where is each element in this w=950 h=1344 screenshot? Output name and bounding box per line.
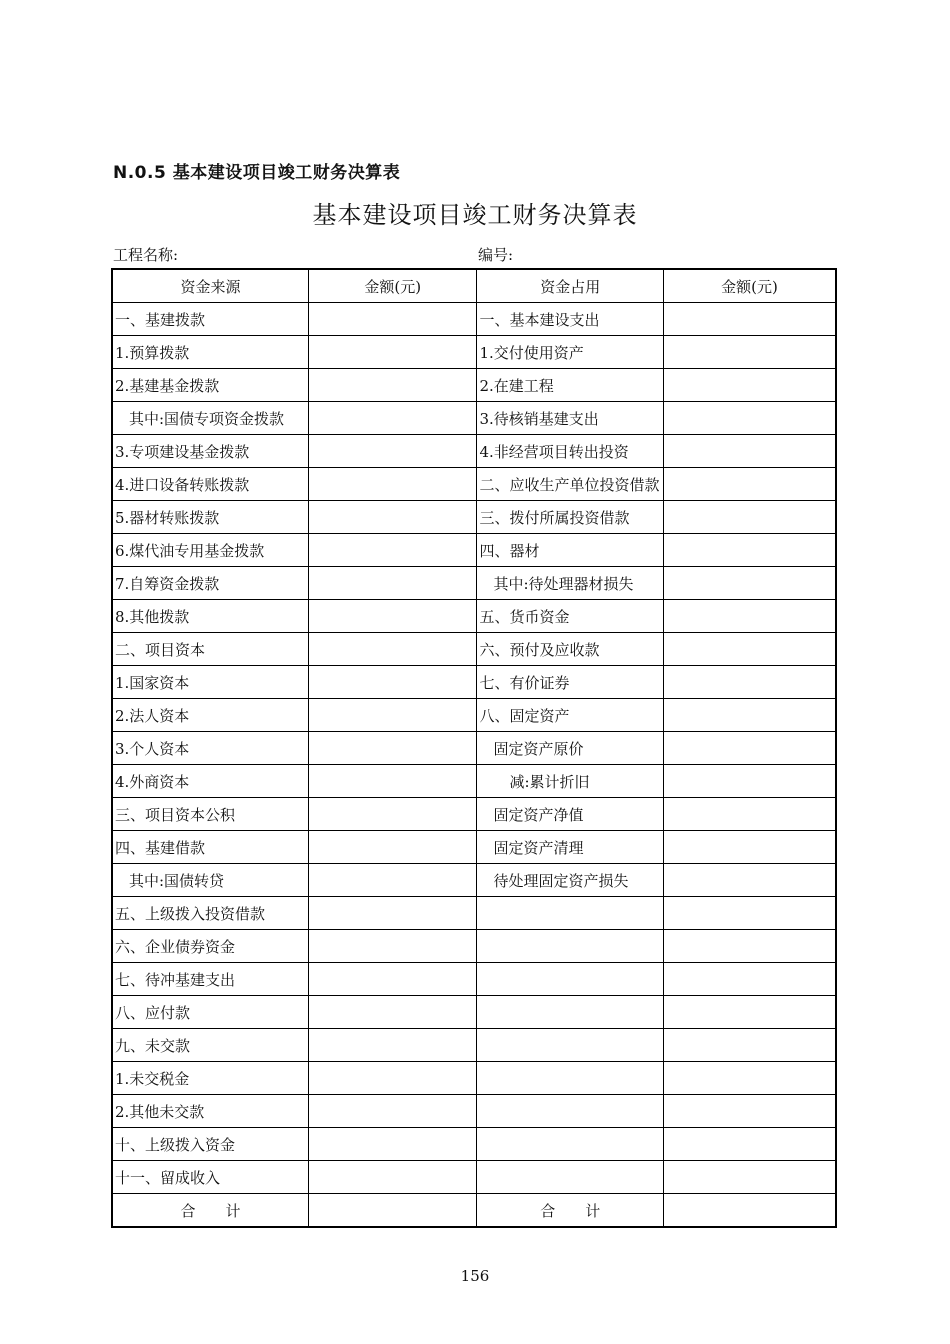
total-row bbox=[112, 1194, 836, 1228]
fund-use-cell: 一、基本建设支出 bbox=[477, 303, 664, 336]
fund-use-cell: 减:累计折旧 bbox=[477, 765, 664, 798]
table-row bbox=[112, 1095, 836, 1128]
table-row bbox=[112, 567, 836, 600]
fund-source-cell: 五、上级拨入投资借款 bbox=[112, 897, 309, 930]
fund-use-cell: 三、拨付所属投资借款 bbox=[477, 501, 664, 534]
amount-cell[interactable] bbox=[663, 369, 836, 402]
table-row bbox=[112, 1161, 836, 1194]
amount-cell[interactable] bbox=[663, 798, 836, 831]
fund-source-cell: 四、基建借款 bbox=[112, 831, 309, 864]
amount-cell[interactable] bbox=[309, 435, 477, 468]
amount-cell[interactable] bbox=[309, 369, 477, 402]
fund-source-cell: 三、项目资本公积 bbox=[112, 798, 309, 831]
amount-cell[interactable] bbox=[663, 1128, 836, 1161]
fund-source-cell: 十一、留成收入 bbox=[112, 1161, 309, 1194]
amount-cell[interactable] bbox=[309, 501, 477, 534]
table-row bbox=[112, 1062, 836, 1095]
fund-use-cell: 3.待核销基建支出 bbox=[477, 402, 664, 435]
fund-use-cell: 待处理固定资产损失 bbox=[477, 864, 664, 897]
amount-cell[interactable] bbox=[309, 831, 477, 864]
table-header-row bbox=[112, 269, 836, 303]
table-row bbox=[112, 798, 836, 831]
header-fund-source: 资金来源 bbox=[112, 269, 309, 303]
fund-use-cell: 八、固定资产 bbox=[477, 699, 664, 732]
table-row bbox=[112, 534, 836, 567]
fund-source-cell: 八、应付款 bbox=[112, 996, 309, 1029]
fund-use-cell: 固定资产净值 bbox=[477, 798, 664, 831]
fund-use-cell: 2.在建工程 bbox=[477, 369, 664, 402]
table-row bbox=[112, 1029, 836, 1062]
fund-source-cell: 5.器材转账拨款 bbox=[112, 501, 309, 534]
table-row bbox=[112, 963, 836, 996]
fund-source-cell: 1.预算拨款 bbox=[112, 336, 309, 369]
fund-use-cell: 六、预付及应收款 bbox=[477, 633, 664, 666]
amount-cell[interactable] bbox=[663, 963, 836, 996]
amount-cell[interactable] bbox=[663, 996, 836, 1029]
table-row bbox=[112, 468, 836, 501]
project-name-label: 工程名称: bbox=[113, 246, 179, 264]
total-label-use: 合 计 bbox=[477, 1194, 664, 1228]
amount-cell[interactable] bbox=[663, 699, 836, 732]
amount-cell[interactable] bbox=[309, 996, 477, 1029]
table-row bbox=[112, 1128, 836, 1161]
amount-cell[interactable] bbox=[309, 699, 477, 732]
amount-cell[interactable] bbox=[663, 1029, 836, 1062]
fund-use-cell bbox=[477, 1029, 664, 1062]
amount-cell[interactable] bbox=[663, 435, 836, 468]
fund-source-cell: 其中:国债专项资金拨款 bbox=[112, 402, 309, 435]
amount-cell[interactable] bbox=[309, 633, 477, 666]
table-row bbox=[112, 765, 836, 798]
amount-cell[interactable] bbox=[309, 864, 477, 897]
amount-cell[interactable] bbox=[309, 1161, 477, 1194]
amount-cell[interactable] bbox=[663, 336, 836, 369]
table-row bbox=[112, 864, 836, 897]
table-row bbox=[112, 897, 836, 930]
amount-cell[interactable] bbox=[663, 303, 836, 336]
fund-use-cell: 七、有价证券 bbox=[477, 666, 664, 699]
amount-cell[interactable] bbox=[309, 303, 477, 336]
page-number: 156 bbox=[460, 1267, 490, 1285]
fund-use-cell bbox=[477, 897, 664, 930]
amount-cell[interactable] bbox=[663, 1095, 836, 1128]
header-fund-use: 资金占用 bbox=[477, 269, 664, 303]
amount-cell[interactable] bbox=[309, 1095, 477, 1128]
table-row bbox=[112, 336, 836, 369]
amount-cell[interactable] bbox=[663, 1062, 836, 1095]
amount-cell[interactable] bbox=[663, 864, 836, 897]
amount-cell[interactable] bbox=[309, 897, 477, 930]
number-label: 编号: bbox=[478, 246, 514, 264]
fund-use-cell bbox=[477, 963, 664, 996]
amount-cell[interactable] bbox=[663, 732, 836, 765]
fund-source-cell: 4.外商资本 bbox=[112, 765, 309, 798]
fund-use-cell: 四、器材 bbox=[477, 534, 664, 567]
fund-use-cell bbox=[477, 1062, 664, 1095]
fund-use-cell bbox=[477, 1161, 664, 1194]
fund-source-cell: 3.专项建设基金拨款 bbox=[112, 435, 309, 468]
amount-cell[interactable] bbox=[663, 468, 836, 501]
amount-cell[interactable] bbox=[663, 600, 836, 633]
amount-cell[interactable] bbox=[309, 567, 477, 600]
fund-source-cell: 九、未交款 bbox=[112, 1029, 309, 1062]
fund-use-cell: 二、应收生产单位投资借款 bbox=[477, 468, 664, 501]
fund-source-cell: 二、项目资本 bbox=[112, 633, 309, 666]
header-amount-source: 金额(元) bbox=[309, 269, 477, 303]
fund-source-cell: 十、上级拨入资金 bbox=[112, 1128, 309, 1161]
fund-source-cell: 3.个人资本 bbox=[112, 732, 309, 765]
amount-cell[interactable] bbox=[309, 468, 477, 501]
total-amount-use[interactable] bbox=[663, 1194, 836, 1228]
amount-cell[interactable] bbox=[663, 402, 836, 435]
table-row bbox=[112, 666, 836, 699]
fund-source-cell: 六、企业债券资金 bbox=[112, 930, 309, 963]
fund-use-cell: 固定资产清理 bbox=[477, 831, 664, 864]
amount-cell[interactable] bbox=[663, 1161, 836, 1194]
amount-cell[interactable] bbox=[309, 1128, 477, 1161]
table-row bbox=[112, 369, 836, 402]
amount-cell[interactable] bbox=[309, 930, 477, 963]
amount-cell[interactable] bbox=[309, 765, 477, 798]
amount-cell[interactable] bbox=[309, 600, 477, 633]
amount-cell[interactable] bbox=[309, 1062, 477, 1095]
amount-cell[interactable] bbox=[663, 765, 836, 798]
amount-cell[interactable] bbox=[663, 534, 836, 567]
table-row bbox=[112, 732, 836, 765]
fund-source-cell: 2.其他未交款 bbox=[112, 1095, 309, 1128]
fund-source-cell: 2.基建基金拨款 bbox=[112, 369, 309, 402]
fund-use-cell: 其中:待处理器材损失 bbox=[477, 567, 664, 600]
table-row bbox=[112, 930, 836, 963]
amount-cell[interactable] bbox=[309, 336, 477, 369]
fund-use-cell: 1.交付使用资产 bbox=[477, 336, 664, 369]
total-amount-source[interactable] bbox=[309, 1194, 477, 1228]
header-amount-use: 金额(元) bbox=[663, 269, 836, 303]
fund-source-cell: 7.自筹资金拨款 bbox=[112, 567, 309, 600]
table-row bbox=[112, 402, 836, 435]
fund-source-cell: 8.其他拨款 bbox=[112, 600, 309, 633]
table-row bbox=[112, 633, 836, 666]
fund-source-cell: 其中:国债转贷 bbox=[112, 864, 309, 897]
amount-cell[interactable] bbox=[663, 930, 836, 963]
fund-source-cell: 1.未交税金 bbox=[112, 1062, 309, 1095]
amount-cell[interactable] bbox=[309, 666, 477, 699]
table-row bbox=[112, 699, 836, 732]
amount-cell[interactable] bbox=[663, 567, 836, 600]
fund-use-cell bbox=[477, 1095, 664, 1128]
table-row bbox=[112, 831, 836, 864]
amount-cell[interactable] bbox=[309, 798, 477, 831]
amount-cell[interactable] bbox=[663, 897, 836, 930]
amount-cell[interactable] bbox=[309, 732, 477, 765]
fund-use-cell bbox=[477, 1128, 664, 1161]
section-heading: N.0.5 基本建设项目竣工财务决算表 bbox=[113, 163, 401, 183]
fund-source-cell: 2.法人资本 bbox=[112, 699, 309, 732]
amount-cell[interactable] bbox=[309, 534, 477, 567]
table-row bbox=[112, 303, 836, 336]
table-row bbox=[112, 996, 836, 1029]
table-row bbox=[112, 435, 836, 468]
table-row bbox=[112, 501, 836, 534]
final-accounts-table bbox=[111, 268, 837, 1228]
fund-use-cell: 4.非经营项目转出投资 bbox=[477, 435, 664, 468]
amount-cell[interactable] bbox=[663, 831, 836, 864]
amount-cell[interactable] bbox=[663, 501, 836, 534]
document-title: 基本建设项目竣工财务决算表 bbox=[312, 201, 638, 229]
amount-cell[interactable] bbox=[309, 1029, 477, 1062]
table-row bbox=[112, 600, 836, 633]
fund-source-cell: 一、基建拨款 bbox=[112, 303, 309, 336]
amount-cell[interactable] bbox=[663, 666, 836, 699]
fund-source-cell: 1.国家资本 bbox=[112, 666, 309, 699]
fund-use-cell bbox=[477, 930, 664, 963]
amount-cell[interactable] bbox=[309, 963, 477, 996]
table-body bbox=[112, 303, 836, 1228]
fund-use-cell: 五、货币资金 bbox=[477, 600, 664, 633]
total-label-source: 合 计 bbox=[112, 1194, 309, 1228]
fund-use-cell bbox=[477, 996, 664, 1029]
fund-source-cell: 4.进口设备转账拨款 bbox=[112, 468, 309, 501]
fund-source-cell: 七、待冲基建支出 bbox=[112, 963, 309, 996]
amount-cell[interactable] bbox=[663, 633, 836, 666]
fund-use-cell: 固定资产原价 bbox=[477, 732, 664, 765]
fund-source-cell: 6.煤代油专用基金拨款 bbox=[112, 534, 309, 567]
amount-cell[interactable] bbox=[309, 402, 477, 435]
